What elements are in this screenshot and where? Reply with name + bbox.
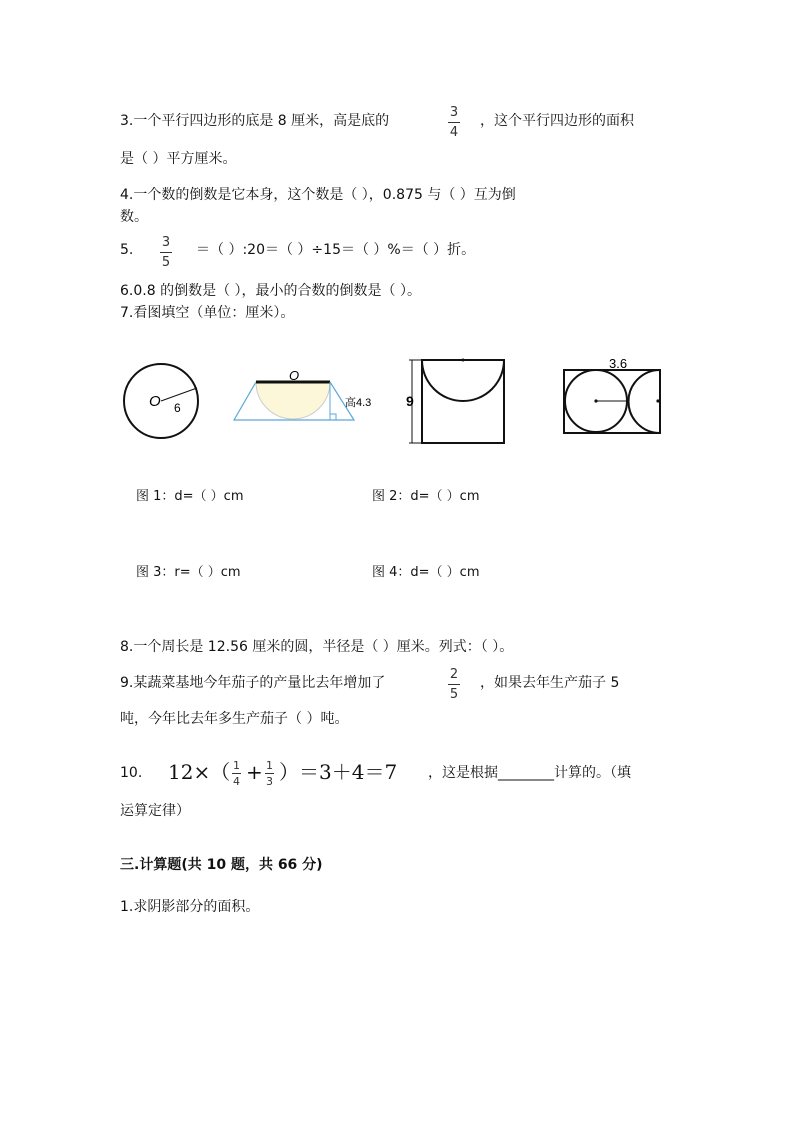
q9-line1-tail: ，如果去年生产茄子 5 bbox=[480, 675, 620, 691]
q9-line1-text: 9.某蔬菜基地今年茄子的产量比去年增加了 bbox=[120, 675, 386, 691]
fig4-top-label: 3.6 bbox=[609, 356, 628, 371]
fig4-caption: 图 4：d=（ ）cm bbox=[372, 565, 480, 580]
figure-4-rectangle-circles bbox=[560, 355, 670, 440]
q9-frac-num: 2 bbox=[449, 667, 459, 682]
fig2-height-label: 高4.3 bbox=[345, 397, 372, 409]
fig3-side-label: 9 bbox=[406, 393, 414, 409]
q3-line1-tail: ，这个平行四边形的面积 bbox=[480, 113, 634, 129]
q3-fraction bbox=[448, 106, 460, 139]
q5-rest: ＝（ ）:20＝（ ）÷15＝（ ）%＝（ ）折。 bbox=[196, 242, 476, 258]
q10-f2-den: 3 bbox=[266, 775, 273, 788]
q9-fraction bbox=[448, 668, 460, 701]
q5-frac-num: 3 bbox=[161, 235, 171, 250]
fig2-center-label: O bbox=[289, 368, 300, 383]
q3-frac-num: 3 bbox=[449, 105, 459, 120]
q10-expr-lead: 12×（ bbox=[168, 760, 231, 784]
q10-fraction-1 bbox=[232, 760, 241, 787]
figure-1-circle bbox=[120, 360, 210, 450]
q6-text: 6.0.8 的倒数是（ ），最小的合数的倒数是（ ）。 bbox=[120, 283, 421, 299]
q4-line1: 4.一个数的倒数是它本身，这个数是（ ），0.875 与（ ）互为倒 bbox=[120, 187, 516, 203]
q9-line2: 吨，今年比去年多生产茄子（ ）吨。 bbox=[120, 711, 349, 727]
figure-2-semicircle-trapezoid bbox=[232, 368, 382, 428]
q5-frac-den: 5 bbox=[161, 255, 171, 270]
q4-line2: 数。 bbox=[120, 209, 148, 225]
fig1-center-label: O bbox=[149, 393, 161, 410]
q10-label: 10. bbox=[120, 765, 143, 781]
q3-line2: 是（ ）平方厘米。 bbox=[120, 151, 237, 167]
fig1-caption: 图 1：d=（ ）cm bbox=[136, 489, 244, 504]
q10-plus: + bbox=[246, 760, 263, 784]
q10-f1-den: 4 bbox=[233, 775, 240, 788]
q10-line1-tail: ，这是根据________计算的。（填 bbox=[428, 765, 631, 781]
q10-f1-num: 1 bbox=[233, 759, 240, 772]
q7-text: 7.看图填空（单位：厘米）。 bbox=[120, 305, 295, 321]
q3-frac-den: 4 bbox=[449, 125, 459, 140]
fig2-caption: 图 2：d=（ ）cm bbox=[372, 489, 480, 504]
q5-label: 5. bbox=[120, 242, 134, 258]
q10-fraction-2 bbox=[265, 760, 274, 787]
q10-line2: 运算定律） bbox=[120, 803, 190, 819]
section-3-title: 三.计算题(共 10 题，共 66 分) bbox=[120, 857, 323, 873]
q10-f2-num: 1 bbox=[266, 759, 273, 772]
q5-fraction bbox=[160, 236, 172, 269]
q9-frac-den: 5 bbox=[449, 687, 459, 702]
q8-text: 8.一个周长是 12.56 厘米的圆，半径是（ ）厘米。列式：（ ）。 bbox=[120, 639, 514, 655]
q3-line1-text: 3.一个平行四边形的底是 8 厘米，高是底的 bbox=[120, 113, 390, 129]
calc1-text: 1.求阴影部分的面积。 bbox=[120, 899, 260, 915]
figure-3-square-semicircle bbox=[400, 355, 510, 450]
q10-expr-tail: ）＝3＋4＝7 bbox=[279, 760, 398, 784]
fig3-caption: 图 3：r=（ ）cm bbox=[136, 565, 241, 580]
fig1-radius-label: 6 bbox=[174, 401, 181, 415]
